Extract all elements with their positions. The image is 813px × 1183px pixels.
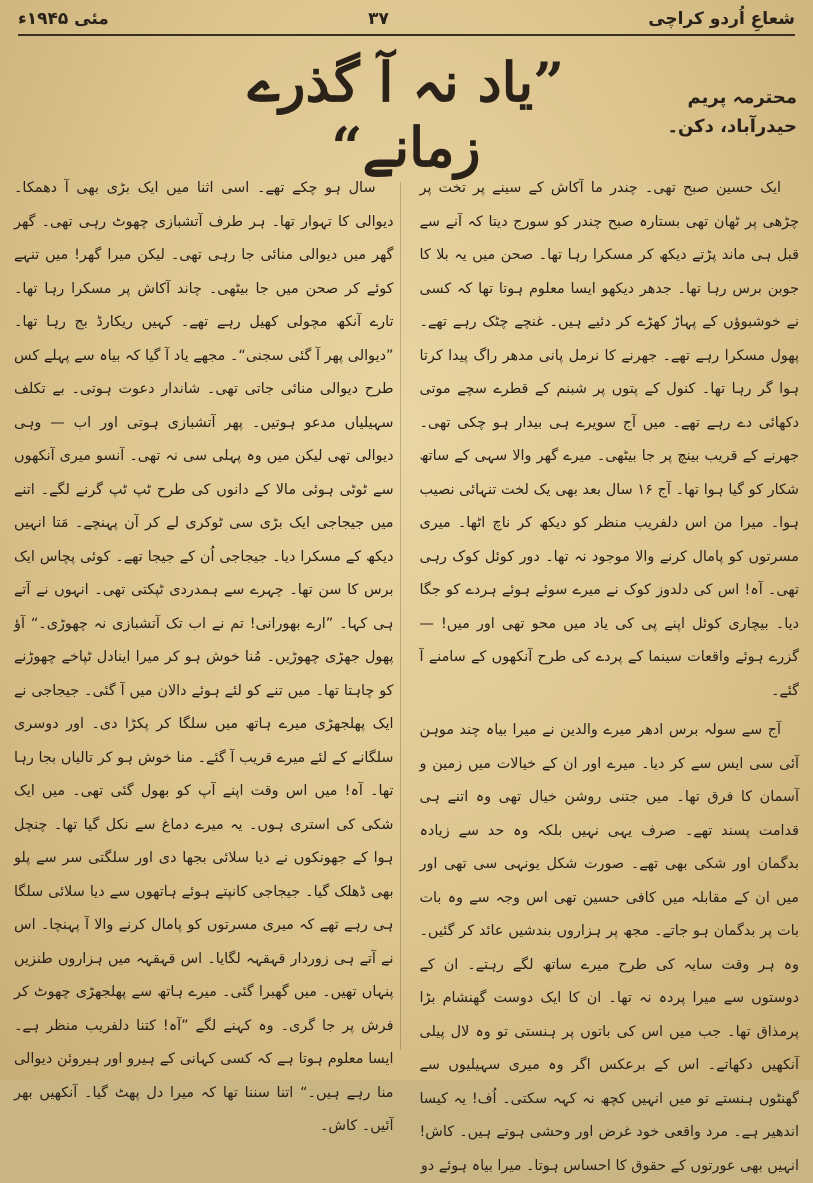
running-head <box>18 6 795 32</box>
page-number: ۳۷ <box>368 9 389 29</box>
paragraph: آج سے سولہ برس ادھر میرے والدین نے میرا بیاہ چند موہن آئی سی ایس سے کر دیا۔ میرے اور ان کے خیالات میں زمین و آسمان کا فرق تھا۔ میں جتنی روشن خیال تھی وہ اتنے ہی قدامت پسند تھے۔ صرف یہی نہیں بلکہ وہ حد سے زیادہ بدگمان اور شکی بھی تھے۔ صورت شکل یونہی سی تھی اور میں ان کے مقابلہ میں کافی حسین تھی اس وجہ سے وہ بات بات پر بدگمان ہو جاتے۔ مجھ پر ہزاروں بندشیں عائد کر گئیں۔ وہ ہر وقت سایہ کی طرح میرے ساتھ لگے رہتے۔ ان کے دوستوں سے میرا پردہ نہ تھا۔ ان کا ایک دوست گھنشام بڑا پرمذاق تھا۔ جب میں اس کی باتوں پر ہنستی تو وہ لال پیلی آنکھیں دکھاتے۔ اس کے برعکس اگر وہ میری سہیلیوں سے گھنٹوں ہنستے تو میں انہیں کچھ نہ کہہ سکتی۔ اُف! یہ کیسا اندھیر ہے۔ مرد واقعی خود غرض اور وحشی ہوتے ہیں۔ کاش! انہیں بھی عورتوں کے حقوق کا احساس ہوتا۔ میرا بیاہ ہوئے دو <box>419 722 799 1174</box>
column-left <box>14 172 394 1134</box>
paragraph: سال ہو چکے تھے۔ اسی اثنا میں ایک بڑی بھی آ دھمکا۔ دیوالی کا تہوار تھا۔ ہر طرف آتشبازی چھوٹ رہی تھی۔ گھر گھر میں دیوالی منائی جا رہی تھی۔ لیکن میرا گھر! میں تنہے کوئے کر صحن میں جا بیٹھی۔ چاند آکاش پر مسکرا رہا تھا۔ تارے آنکھ مچولی کھیل رہے تھے۔ کہیں ریکارڈ بج رہا تھا۔ ”دیوالی پھر آ گئی سجنی“۔ مجھے یاد آ گیا کہ بیاہ سے پہلے کس طرح دیوالی منائی جاتی تھی۔ شاندار دعوت ہوتی۔ بے تکلف سہیلیاں مدعو ہوتیں۔ پھر آتشبازی ہوتی اور اب — وہی دیوالی تھی لیکن میں وہ پہلی سی نہ تھی۔ آنسو میری آنکھوں سے ٹوٹی ہوئی مالا کے دانوں کی طرح ٹپ ٹپ گرنے لگے۔ اتنے میں جیجاجی ایک بڑی سی ٹوکری لے کر آن پہنچے۔ مَتا انہیں دیکھ کے مسکرا دیا۔ جیجاجی اُن کے جیجا تھے۔ کوئی پچاس ایک برس کا سن تھا۔ چہرے سے ہمدردی ٹپکتی تھی۔ انہوں نے آتے ہی کہا۔ ”ارے بھورانی! تم نے اب تک آتشبازی نہ چھوڑی۔“ آؤ پھول جھڑی چھوڑیں۔ مُنا خوش ہو کر میرا اینادل ٹپاخے چھوڑنے کو چاہتا تھا۔ میں تنے کو لئے ہوئے دالان میں آ گئی۔ جیجاجی نے ایک پھلجھڑی میرے ہاتھ میں سلگا کر پکڑا دی۔ اور دوسری سلگانے کے لئے میرے قریب آ گئے۔ منا خوش ہو کر تالیاں بجا رہا تھا۔ آہ! میں اس وقت اپنے آپ کو بھول گئی تھی۔ میں ایک شکی کی استری ہوں۔ یہ میرے دماغ سے نکل گیا تھا۔ چنچل ہوا کے جھونکوں نے دیا سلائی بجھا دی اور سلگتی سر سے پلو بھی ڈھلک گیا۔ جیجاجی کانپتے ہوئے ہاتھوں سے دیا سلائی سلگا ہی رہے تھے کہ میری مسرتوں کو پامال کرنے والا آ پہنچا۔ اس نے آتے ہی زوردار قہقہہ لگایا۔ اس قہقہہ میں ہزاروں طنزیں پنہاں تھیں۔ میں گھبرا گئی۔ میرے ہاتھ سے پھلجھڑی چھوٹ کر فرش پر جا گری۔ وہ کہنے لگے ”آہ! کتنا دلفریب منظر ہے۔ ایسا معلوم ہوتا ہے کہ کسی کہانی کے ہیرو اور ہیروئن دیوالی منا رہے ہیں۔“ اتنا سننا تھا کہ میرا دل پھٹ گیا۔ آنکھیں بھر آئیں۔ کاش۔ <box>14 180 394 1134</box>
author-name: محترمہ پریم <box>687 87 797 108</box>
journal-name: شعاعِ اُردو کراچی <box>648 9 795 29</box>
paragraph: ایک حسین صبح تھی۔ چندر ما آکاش کے سینے پر تخت پر چڑھی پر ٹھان تھی بستارہ صبح چندر کو سورج دیتا کہ آنے سے قبل ہی ماند پڑتے دیکھ کر مسکرا رہا تھا۔ صحن میں یہ بلا کا جوبن برس رہا تھا۔ جدھر دیکھو ایسا معلوم ہوتا تھا کہ کسی نے خوشبوؤں کے پہاڑ کھڑے کر دئیے ہیں۔ غنچے چٹک رہے تھے۔ پھول مسکرا رہے تھے۔ جھرنے کا نرمل پانی مدھر راگ پیدا کرتا ہوا گر رہا تھا۔ کنول کے پتوں پر شبنم کے قطرے سچے موتی دکھائی دے رہے تھے۔ میں آج سویرے ہی بیدار ہو چکی تھی۔ جھرنے کے قریب بینچ پر جا بیٹھی۔ میرے گھر والا سہی کے ساتھ شکار کو گیا ہوا تھا۔ آج ۱۶ سال بعد بھی یک لخت تنہائی نصیب ہوا۔ میرا من اس دلفریب منظر کو دیکھ کر ناچ اٹھا۔ میری مسرتوں کو پامال کرنے والا موجود نہ تھا۔ دور کوئل کوک رہی تھی۔ آہ! اس کی دلدوز کوک نے میرے سوئے ہوئے ہردے کو جگا دیا۔ بیچاری کوئل اپنے پی کی یاد میں محو تھی اور میں! — گزرے ہوئے واقعات سینما کے پردے کی طرح آنکھوں کے سامنے آ گئے۔ <box>419 180 799 699</box>
article-title: ”یاد نہ آ گذرے زمانے“ <box>247 50 565 179</box>
header-rule <box>18 34 795 36</box>
byline <box>637 84 797 142</box>
article-masthead <box>16 44 797 179</box>
article-body <box>14 172 799 1174</box>
author-place: حیدرآباد، دکن۔ <box>667 115 797 137</box>
column-right <box>419 172 800 1174</box>
issue-date: مئی ۱۹۴۵ء <box>18 9 109 29</box>
